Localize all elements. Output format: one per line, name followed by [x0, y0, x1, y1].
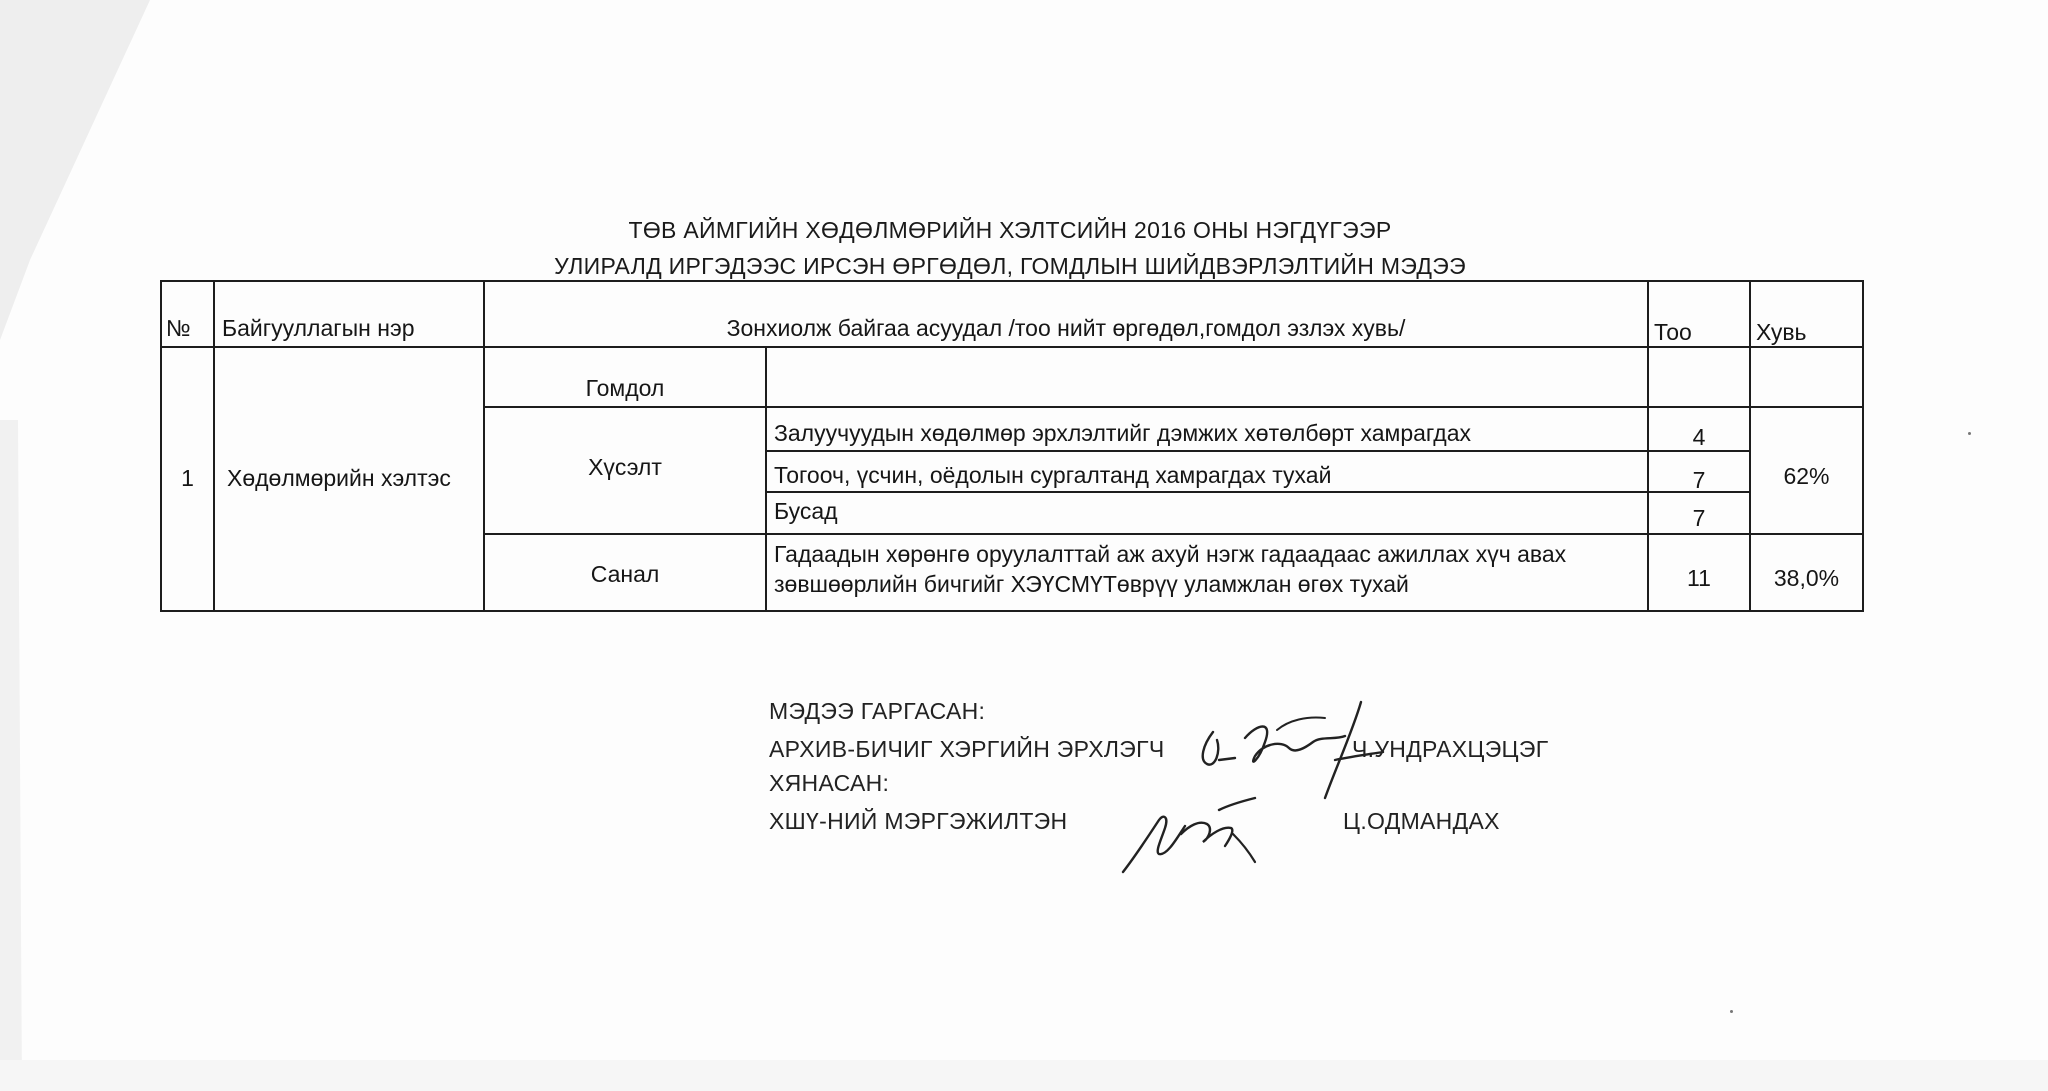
request-item-count: 7 — [1692, 467, 1706, 493]
request-percent: 62% — [1783, 463, 1830, 489]
table-border-bottom — [160, 610, 1864, 612]
checked-label: ХЯНАСАН: — [769, 770, 890, 796]
table-border-right — [1862, 280, 1864, 612]
checked-name: Ц.ОДМАНДАХ — [1343, 808, 1500, 834]
signature-checked — [1115, 776, 1285, 886]
header-percent: Хувь — [1756, 319, 1807, 345]
row-divider — [765, 491, 1751, 493]
col-divider — [765, 347, 767, 612]
document-title-line-2: УЛИРАЛД ИРГЭДЭЭС ИРСЭН ӨРГӨДӨЛ, ГОМДЛЫН ШИЙДВЭРЛЭЛТИЙН МЭДЭЭ — [554, 253, 1466, 279]
col-divider — [213, 280, 215, 612]
header-count: Тоо — [1654, 319, 1692, 345]
row-divider — [483, 533, 1864, 535]
col-divider — [1749, 280, 1751, 612]
table-border-top — [160, 280, 1864, 282]
row-divider — [765, 450, 1751, 452]
suggestion-item-count: 11 — [1687, 565, 1711, 591]
category-complaint: Гомдол — [585, 375, 665, 401]
appeals-table — [160, 280, 1864, 612]
prepared-label: МЭДЭЭ ГАРГАСАН: — [769, 698, 986, 724]
category-request: Хүсэлт — [588, 454, 662, 480]
table-border-left — [160, 280, 162, 612]
row-divider — [483, 406, 1864, 408]
checked-position: ХШҮ-НИЙ МЭРГЭЖИЛТЭН — [769, 808, 1068, 834]
scan-speck — [1968, 432, 1971, 435]
row-number: 1 — [181, 465, 194, 491]
header-row-divider — [160, 346, 1864, 348]
request-item-text: Тогооч, үсчин, оёдолын сургалтанд хамрагдах тухай — [774, 462, 1332, 488]
row-organization: Хөдөлмөрийн хэлтэс — [227, 465, 451, 491]
header-issue: Зонхиолж байгаа асуудал /тоо нийт өргөдөл,гомдол эзлэх хувь/ — [726, 315, 1406, 341]
document-title-line-1: ТӨВ АЙМГИЙН ХӨДӨЛМӨРИЙН ХЭЛТСИЙН 2016 ОНЫ НЭГДҮГЭЭР — [628, 217, 1392, 243]
suggestion-percent: 38,0% — [1773, 565, 1840, 591]
request-item-count: 7 — [1692, 505, 1706, 531]
header-number: № — [166, 315, 191, 341]
scan-speck — [1730, 1010, 1733, 1013]
category-suggestion: Санал — [590, 561, 660, 587]
header-organization: Байгууллагын нэр — [222, 315, 415, 341]
suggestion-item-text: Гадаадын хөрөнгө оруулалттай аж ахуй нэгж гадаадаас ажиллах хүч авах зөвшөөрлийн бичгийг ХЭҮСМҮТөврүү уламжлан өгөх тухай — [774, 541, 1567, 597]
request-item-count: 4 — [1692, 424, 1706, 450]
request-item-text: Бусад — [774, 498, 838, 524]
prepared-position: АРХИВ-БИЧИГ ХЭРГИЙН ЭРХЛЭГЧ — [769, 736, 1165, 762]
request-item-text: Залуучуудын хөдөлмөр эрхлэлтийг дэмжих хөтөлбөрт хамрагдах — [774, 420, 1471, 446]
prepared-name: Ч.УНДРАХЦЭЦЭГ — [1352, 736, 1549, 762]
